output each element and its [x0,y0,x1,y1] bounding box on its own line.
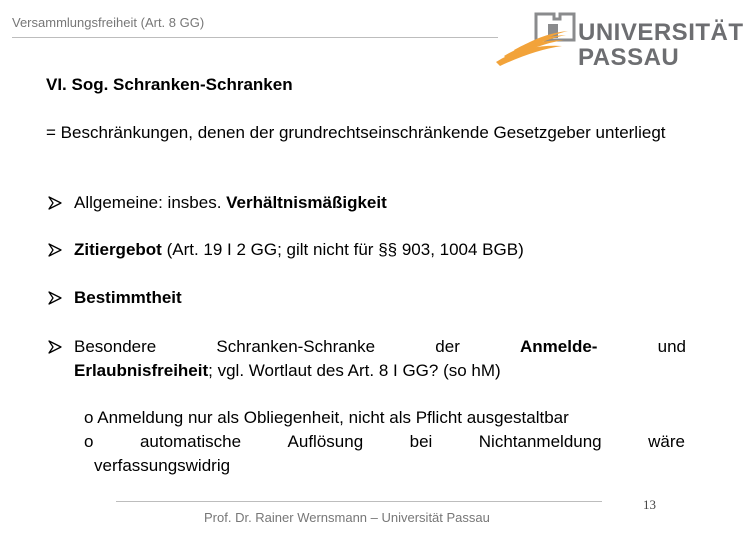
sub-item: o Anmeldung nur als Obliegenheit, nicht als Pflicht ausgestaltbar [84,408,569,427]
sub-item [84,430,685,454]
sub-item-word: bei [409,432,433,451]
bullet-word: Besondere [74,337,157,356]
bullet-bold-text: Bestimmtheit [74,288,182,307]
slide-heading: VI. Sog. Schranken-Schranken [46,75,293,94]
bullet-bold-text: Zitiergebot [74,240,162,259]
bullet-justified-line [74,335,686,359]
sub-item-word: o [84,432,94,451]
header-divider [12,37,498,38]
footer-author: Prof. Dr. Rainer Wernsmann – Universität Passau [204,510,490,525]
bullet-text: (Art. 19 I 2 GG; gilt nicht für §§ 903, 1004 BGB) [161,240,524,259]
sub-item-continuation: verfassungswidrig [94,456,231,475]
arrow-bullet-icon [48,340,62,354]
bullet-item [46,286,686,310]
bullet-item [46,238,686,262]
bullet-item [46,191,686,215]
bullet-word: Schranken-Schranke [216,337,376,356]
sub-item-word: automatische [139,432,242,451]
arrow-bullet-icon [48,291,62,305]
sub-item-word: wäre [648,432,685,451]
bullet-word: der [435,337,460,356]
arrow-bullet-icon [48,196,62,210]
university-logo [494,10,744,72]
bullet-bold-text: Erlaubnisfreiheit [74,361,209,380]
university-passau-logo-icon [494,10,578,72]
bullet-bold-text: Verhältnismäßigkeit [226,193,387,212]
sub-item-word: Auflösung [287,432,364,451]
bullet-text: ; vgl. Wortlaut des Art. 8 I GG? (so hM) [208,361,501,380]
logo-text-line2: PASSAU [578,44,680,71]
bullet-item [46,335,686,383]
logo-text-line1: UNIVERSITÄT [578,19,744,46]
page-number: 13 [643,497,656,512]
footer-divider [116,501,602,502]
bullet-bold-word: Anmelde- [520,337,598,356]
arrow-bullet-icon [48,243,62,257]
bullet-text: Allgemeine: insbes. [74,193,227,212]
intro-paragraph: = Beschränkungen, denen der grundrechtseinschränkende Gesetzgeber unterliegt [46,123,666,142]
sub-item-word: Nichtanmeldung [478,432,602,451]
bullet-word: und [657,337,686,356]
header-title: Versammlungsfreiheit (Art. 8 GG) [12,15,205,30]
